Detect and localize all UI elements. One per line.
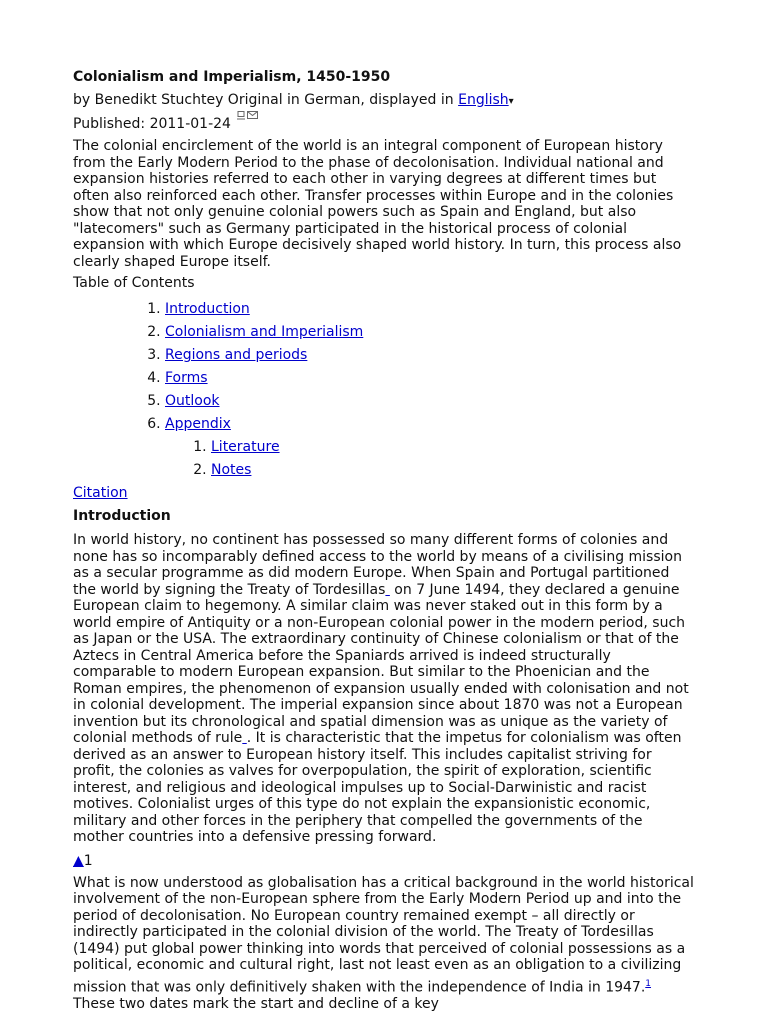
intro-paragraph-1 [73, 532, 696, 846]
toc-heading: Table of Contents [73, 275, 195, 291]
toc-item-introduction [165, 298, 696, 321]
byline [73, 92, 696, 110]
toc-link-outlook[interactable]: Outlook [165, 393, 220, 409]
toc-item-literature [211, 436, 696, 459]
toc-item-forms [165, 367, 696, 390]
abstract: The colonial encirclement of the world is an integral component of European history from the Early Modern Period to the phase of decolonisation. Individual national and expansion histories referred to each other in varying degrees at different times but often also reinforced each other. Transfer processes within Europe and in the colonies show that not only genuine colonial powers such as Spain and England, but also "latecomers" such as Germany participated in the historical process of colonial expansion with which Europe decisively shaped world history. In turn, this process also clearly shaped Europe itself. [73, 138, 682, 270]
intro-paragraph-2-part-b: These two dates mark the start and decline of a key [73, 995, 439, 1012]
paragraph-marker [73, 850, 696, 872]
toc-subsection [165, 436, 696, 482]
toc-item-outlook [165, 390, 696, 413]
toc-item-appendix [165, 413, 696, 482]
toc-item-notes [211, 459, 696, 482]
toc-link-notes[interactable]: Notes [211, 462, 252, 478]
byline-text: by Benedikt Stuchtey Original in German, displayed in [73, 92, 459, 108]
section-heading-introduction: Introduction [73, 508, 171, 524]
intro-paragraph-1-part-a: In world history, no continent has possessed so many different forms of colonies and none has so incomparably defined access to the world by means of a civilising mission as a secular programme as did modern Europe. When Spain and Portugal partitioned the world by signing the Treaty of Tordesillas [73, 532, 682, 598]
paragraph-number: 1 [83, 852, 93, 869]
toc-link-appendix[interactable]: Appendix [165, 416, 231, 432]
print-icon[interactable] [237, 111, 247, 120]
toc-item-colonialism [165, 321, 696, 344]
intro-paragraph-2-part-a: What is now understood as globalisation has a critical background in the world historical involvement of the non-European sphere from the Early Modern Period up and into the period of decolonisation. No European country remained exempt – all directly or indirectly participated in the colonial division of the world. The Treaty of Tordesillas (1494) put global power thinking into words that perceived of colonial possessions as a political, economic and cultural right, last not least even as an obligation to a civilizing mission that was only definitively shaken with the independence of India in 1947. [73, 874, 694, 996]
article-title: Colonialism and Imperialism, 1450-1950 [73, 69, 391, 85]
citation-link[interactable]: Citation [73, 485, 128, 501]
intro-paragraph-2 [73, 875, 696, 1013]
print-email-icons [237, 111, 258, 123]
toc-link-colonialism[interactable]: Colonialism and Imperialism [165, 324, 364, 340]
language-dropdown-icon[interactable]: ▾ [508, 96, 514, 107]
intro-paragraph-1-part-c: . It is characteristic that the impetus for colonialism was often derived as an answer to European history itself. This includes capitalist striving for profit, the colonies as valves for overpopulation, the spirit of exploration, scientific interest, and religious and ideological impulses up to Social-Darwinistic and racist motives. Colonialist urges of this type do not explain the expansionistic economic, military and other forces in the periphery that compelled the governments of the mother countries into a defensive pressing forward. [73, 730, 682, 845]
language-link[interactable]: English [458, 92, 509, 108]
toc-item-regions [165, 344, 696, 367]
published-date: Published: 2011-01-24 [73, 116, 231, 132]
toc-link-forms[interactable]: Forms [165, 370, 208, 386]
back-to-top-icon[interactable]: ▲ [73, 852, 84, 869]
toc-link-introduction[interactable]: Introduction [165, 301, 250, 317]
email-icon[interactable] [247, 111, 258, 120]
intro-paragraph-1-part-b: on 7 June 1494, they declared a genuine European claim to hegemony. A similar claim was never staked out in this form by a world empire of Antiquity or a non-European colonial power in the modern period, such as Japan or the USA. The extraordinary continuity of Chinese colonialism or that of the Aztecs in Central America before the Spaniards arrived is indeed structurally comparable to modern European expansion. But similar to the Phoenician and the Roman empires, the phenomenon of expansion usually ended with colonisation and not in colonial development. The imperial expansion since about 1870 was not a European invention but its chronological and spatial dimension was as unique as the variety of colonial methods of rule [73, 581, 689, 746]
footnote-link-1[interactable]: 1 [645, 978, 652, 989]
table-of-contents [73, 298, 696, 482]
toc-link-regions[interactable]: Regions and periods [165, 347, 308, 363]
toc-link-literature[interactable]: Literature [211, 439, 280, 455]
